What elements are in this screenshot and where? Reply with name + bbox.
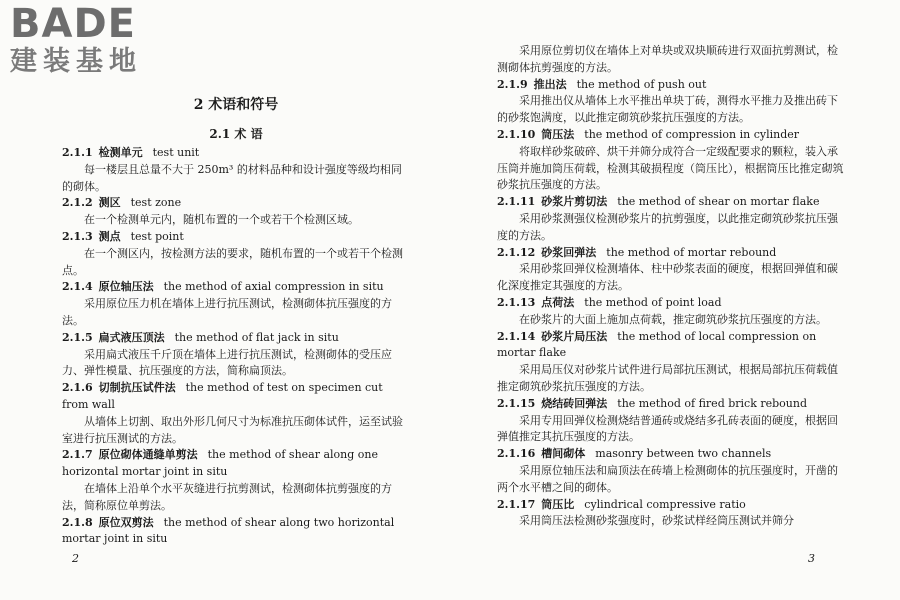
term-number: 2.1.4 [62,280,93,294]
term-number: 2.1.2 [62,196,93,210]
term-number: 2.1.9 [497,77,528,91]
term-number: 2.1.14 [497,329,536,343]
term-heading [497,127,845,144]
term-heading [497,194,845,211]
term-chinese: 原位双剪法 [98,515,154,529]
term-definition: 在一个测区内，按检测方法的要求，随机布置的一个或若干个检测点。 [62,246,403,277]
term-chinese: 测区 [98,196,121,210]
term-number: 2.1.15 [497,396,536,410]
term-definition: 采用筒压法检测砂浆强度时，砂浆试样经筒压测试并筛分 [519,514,794,528]
term-definition: 从墙体上切割、取出外形几何尺寸为标准抗压砌体试件，运至试验室进行抗压测试的方法。 [62,414,403,445]
term-chinese: 砂浆回弹法 [541,245,597,259]
term-heading [62,447,410,481]
term-heading [497,245,845,262]
term-chinese: 原位轴压法 [98,280,154,294]
term-definition: 每一楼层且总量不大于 250m³ 的材料品种和设计强度等级均相同的砌体。 [62,162,402,193]
term-number: 2.1.11 [497,195,536,209]
term-english: the method of compression in cylinder [584,127,800,141]
term-heading [497,497,845,514]
right-column [497,43,845,530]
term-definition: 采用专用回弹仪检测烧结普通砖或烧结多孔砖表面的硬度，根据回弹值推定其抗压强度的方法。 [497,413,838,444]
term-number: 2.1.13 [497,295,536,309]
term-english: the method of point load [584,295,722,309]
term-english: masonry between two channels [595,447,772,461]
left-column [62,145,410,548]
term-definition: 采用原位轴压法和扁顶法在砖墙上检测砌体的抗压强度时，开凿的两个水平槽之间的砌体。 [497,463,838,494]
term-english: test unit [152,146,200,159]
term-english: test zone [130,196,182,210]
term-chinese: 砂浆片剪切法 [541,195,608,209]
bade-logo [8,2,178,80]
term-heading [62,145,410,162]
term-chinese: 筒压比 [541,497,575,511]
term-english: the method of flat jack in situ [174,330,339,344]
term-heading [62,195,410,212]
term-chinese: 推出法 [533,77,567,91]
term-chinese: 点荷法 [541,295,575,309]
term-english: test point [130,229,184,243]
term-definition: 在砂浆片的大面上施加点荷载，推定砌筑砂浆抗压强度的方法。 [519,312,827,326]
term-number: 2.1.1 [62,146,93,159]
term-number: 2.1.8 [62,515,93,529]
term-chinese: 扁式液压顶法 [98,330,165,344]
term-chinese: 筒压法 [541,127,575,141]
term-number: 2.1.12 [497,245,536,259]
term-heading [62,380,410,414]
term-english: the method of shear on mortar flake [617,195,820,209]
chapter-title: 2 术语和符号 [193,97,279,113]
term-heading [62,515,410,549]
logo-brand: BADE [10,1,136,47]
term-number: 2.1.5 [62,330,93,344]
term-chinese: 测点 [98,229,121,243]
term-english: the method of shear along two horizontal mortar joint in situ [62,515,395,546]
term-definition: 将取样砂浆破碎、烘干并筛分成符合一定级配要求的颗粒，装入承压筒并施加筒压荷载，检测其破损程度（筒压比），根据筒压比推定砌筑砂浆抗压强度的方法。 [497,144,844,192]
term-english: the method of shear along one horizontal mortar joint in situ [62,448,379,479]
term-definition: 采用原位压力机在墙体上进行抗压测试，检测砌体抗压强度的方法。 [62,297,392,327]
term-definition: 在墙体上沿单个水平灰缝进行抗剪测试，检测砌体抗剪强度的方法，简称原位单剪法。 [62,481,392,512]
term-definition: 采用原位剪切仪在墙体上对单块或双块顺砖进行双面抗剪测试，检测砌体抗剪强度的方法。 [497,44,838,74]
term-definition: 在一个检测单元内，随机布置的一个或若干个检测区域。 [84,213,359,227]
term-chinese: 烧结砖回弹法 [541,396,608,410]
term-english: the method of axial compression in situ [163,280,384,294]
term-number: 2.1.6 [62,381,93,395]
term-number: 2.1.7 [62,448,93,462]
term-number: 2.1.17 [497,497,536,511]
term-heading [497,77,845,94]
term-english: the method of mortar rebound [606,245,777,259]
page-number-right: 3 [808,552,815,565]
term-heading [62,229,410,246]
term-heading [497,396,845,413]
term-chinese: 切制抗压试件法 [98,381,176,395]
term-number: 2.1.3 [62,229,93,243]
section-title: 2.1 术 语 [209,127,263,141]
term-definition: 采用扁式液压千斤顶在墙体上进行抗压测试，检测砌体的受压应力、弹性模量、抗压强度的方法，简称扁顶法。 [62,347,392,378]
logo-subtitle: 建装基地 [10,46,142,77]
term-definition: 采用砂浆测强仪检测砂浆片的抗剪强度，以此推定砌筑砂浆抗压强度的方法。 [497,211,838,242]
term-heading [62,279,410,296]
term-english: cylindrical compressive ratio [584,497,746,511]
term-english: the method of local compression on mortar flake [497,329,817,360]
term-english: the method of test on specimen cut from wall [62,381,383,411]
term-heading [497,295,845,312]
term-chinese: 原位砌体通缝单剪法 [98,448,198,462]
term-english: the method of push out [576,77,707,91]
term-number: 2.1.16 [497,447,536,461]
page-number-left: 2 [72,552,79,565]
term-definition: 采用砂浆回弹仪检测墙体、柱中砂浆表面的硬度，根据回弹值和碳化深度推定其强度的方法。 [497,262,838,293]
term-heading [497,329,845,363]
term-chinese: 砂浆片局压法 [541,329,608,343]
term-heading [497,446,845,463]
term-heading [62,330,410,347]
term-number: 2.1.10 [497,127,536,141]
term-chinese: 检测单元 [98,146,143,159]
term-definition: 采用推出仪从墙体上水平推出单块丁砖，测得水平推力及推出砖下的砂浆饱满度，以此推定砌筑砂浆抗压强度的方法。 [497,94,838,125]
term-english: the method of fired brick rebound [617,396,808,410]
term-definition: 采用局压仪对砂浆片试件进行局部抗压测试，根据局部抗压荷载值推定砌筑砂浆抗压强度的方法。 [497,363,838,393]
term-chinese: 槽间砌体 [541,447,586,461]
